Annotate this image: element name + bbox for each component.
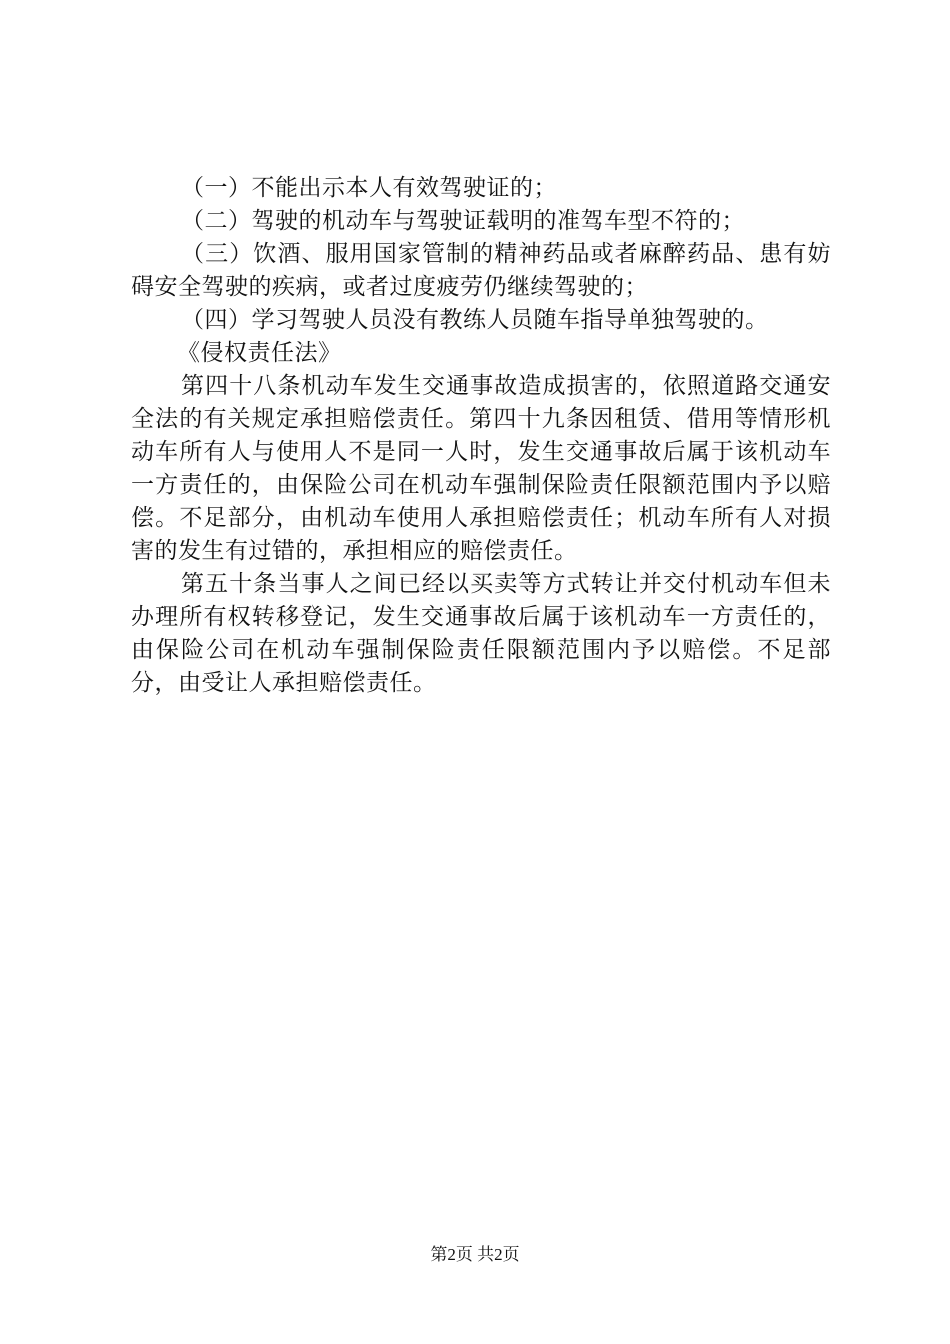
article-48-49-paragraph: 第四十八条机动车发生交通事故造成损害的，依照道路交通安全法的有关规定承担赔偿责任。第四十九条因租赁、借用等情形机动车所有人与使用人不是同一人时，发生交通事故后属于该机动车一方责任的，由保险公司在机动车强制保险责任限额范围内予以赔偿。不足部分，由机动车使用人承担赔偿责任；机动车所有人对损害的发生有过错的，承担相应的赔偿责任。	[131, 373, 831, 564]
list-item-2: （二）驾驶的机动车与驾驶证载明的准驾车型不符的；	[181, 208, 745, 234]
document-body	[131, 172, 831, 700]
list-item-3: （三）饮酒、服用国家管制的精神药品或者麻醉药品、患有妨碍安全驾驶的疾病，或者过度疲劳仍继续驾驶的；	[131, 241, 831, 300]
page-number-label: 第2页 共2页	[430, 1245, 520, 1264]
article-50-paragraph: 第五十条当事人之间已经以买卖等方式转让并交付机动车但未办理所有权转移登记，发生交通事故后属于该机动车一方责任的，由保险公司在机动车强制保险责任限额范围内予以赔偿。不足部分，由受让人承担赔偿责任。	[131, 571, 831, 696]
page-footer	[0, 1244, 950, 1266]
list-item-1: （一）不能出示本人有效驾驶证的；	[181, 175, 557, 201]
law-title: 《侵权责任法》	[177, 340, 342, 366]
list-item-4: （四）学习驾驶人员没有教练人员随车指导单独驾驶的。	[181, 307, 769, 333]
